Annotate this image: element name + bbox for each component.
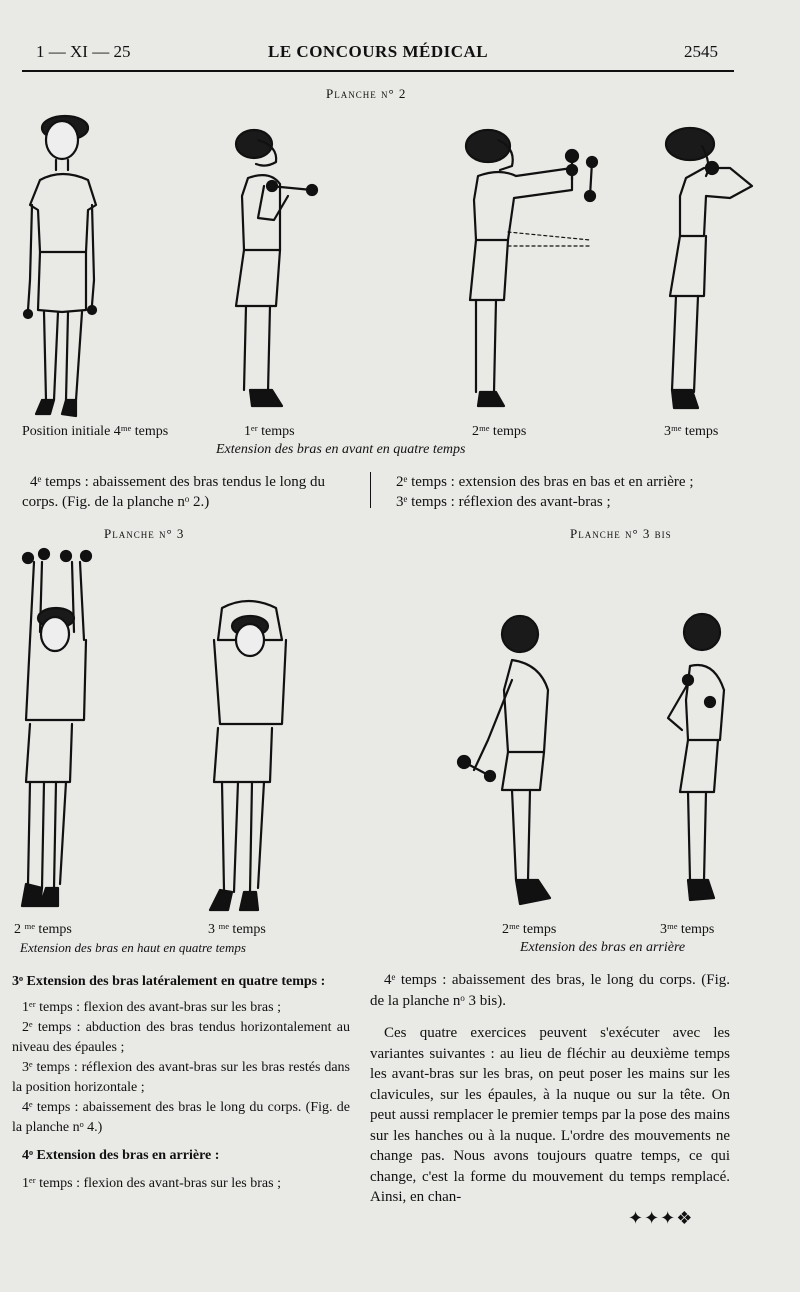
planche-2-subtitle: Extension des bras en avant en quatre temps bbox=[216, 442, 466, 457]
left-heading-4: 4ᵒ Extension des bras en arrière : bbox=[22, 1148, 220, 1163]
caption-1er-temps: 1ᵉʳ temps bbox=[244, 424, 295, 439]
right-column bbox=[370, 970, 730, 1208]
caption-2me-temps: 2ᵐᵉ temps bbox=[472, 424, 527, 439]
mid-left-line-1: 4ᵉ temps : abaissement des bras tendus le long du bbox=[30, 474, 326, 490]
left-column bbox=[12, 972, 350, 1194]
right-paragraph: Ces quatre exercices peuvent s'exécuter avec les variantes suivantes : au lieu de fléchir au deuxième temps les avant-bras sur les bras, on peut poser les mains sur les clavicules, sur les épaules, à la nuque ou sur la tête. On peut aussi remplacer le premier temps par la pose des mains sur les hanches ou à la nuque. L'ordre des mouvements ne change pas. Nous avons toujours quatre temps, ce qui change, c'est la forme du mouvement du temps remplacé. Ainsi, en chan- bbox=[370, 1025, 730, 1205]
left-item-1: 1ᵉʳ temps : flexion des avant-bras sur les bras ; bbox=[22, 1000, 281, 1015]
planche-3bis-subtitle: Extension des bras en arrière bbox=[520, 940, 686, 955]
left-item-4: 4ᵉ temps : abaissement des bras le long du corps. (Fig. de la planche nᵒ 4.) bbox=[12, 1100, 350, 1135]
caption-p3bis-3me-temps: 3ᵐᵉ temps bbox=[660, 922, 715, 937]
planche-3bis-title: Planche n° 3 bis bbox=[570, 526, 672, 541]
caption-p3bis-2me-temps: 2ᵐᵉ temps bbox=[502, 922, 557, 937]
planche-3-subtitle: Extension des bras en haut en quatre temps bbox=[20, 940, 246, 955]
header-date: 1 — XI — 25 bbox=[36, 42, 131, 61]
planche-3-title: Planche n° 3 bbox=[104, 526, 185, 541]
caption-position-initiale: Position initiale 4ᵐᵉ temps bbox=[22, 424, 169, 439]
caption-p3-3me-temps: 3 ᵐᵉ temps bbox=[208, 922, 266, 937]
right-first-item: 4ᵉ temps : abaissement des bras, le long du corps. (Fig. de la planche nᵒ 3 bis). bbox=[370, 972, 730, 1009]
header-title: LE CONCOURS MÉDICAL bbox=[268, 42, 489, 61]
ornament: ✦✦✦❖ bbox=[628, 1208, 694, 1228]
mid-right-line-2: 3ᵉ temps : réflexion des avant-bras ; bbox=[396, 494, 611, 510]
left-item-2: 2ᵉ temps : abduction des bras tendus horizontalement au niveau des épaules ; bbox=[12, 1020, 350, 1055]
mid-left-line-2: corps. (Fig. de la planche nᵒ 2.) bbox=[22, 494, 210, 510]
header-page-number: 2545 bbox=[684, 42, 718, 61]
caption-p3-2me-temps: 2 ᵐᵉ temps bbox=[14, 922, 72, 937]
left-item-3: 3ᵉ temps : réflexion des avant-bras sur les bras restés dans la position horizontale ; bbox=[12, 1060, 350, 1095]
planche-2-title: Planche n° 2 bbox=[326, 86, 407, 101]
mid-right-line-1: 2ᵉ temps : extension des bras en bas et en arrière ; bbox=[396, 474, 694, 490]
left-item-final: 1ᵉʳ temps : flexion des avant-bras sur les bras ; bbox=[22, 1176, 281, 1191]
left-heading-3: 3ᵒ Extension des bras latéralement en quatre temps : bbox=[12, 974, 326, 989]
caption-3me-temps: 3ᵐᵉ temps bbox=[664, 424, 719, 439]
